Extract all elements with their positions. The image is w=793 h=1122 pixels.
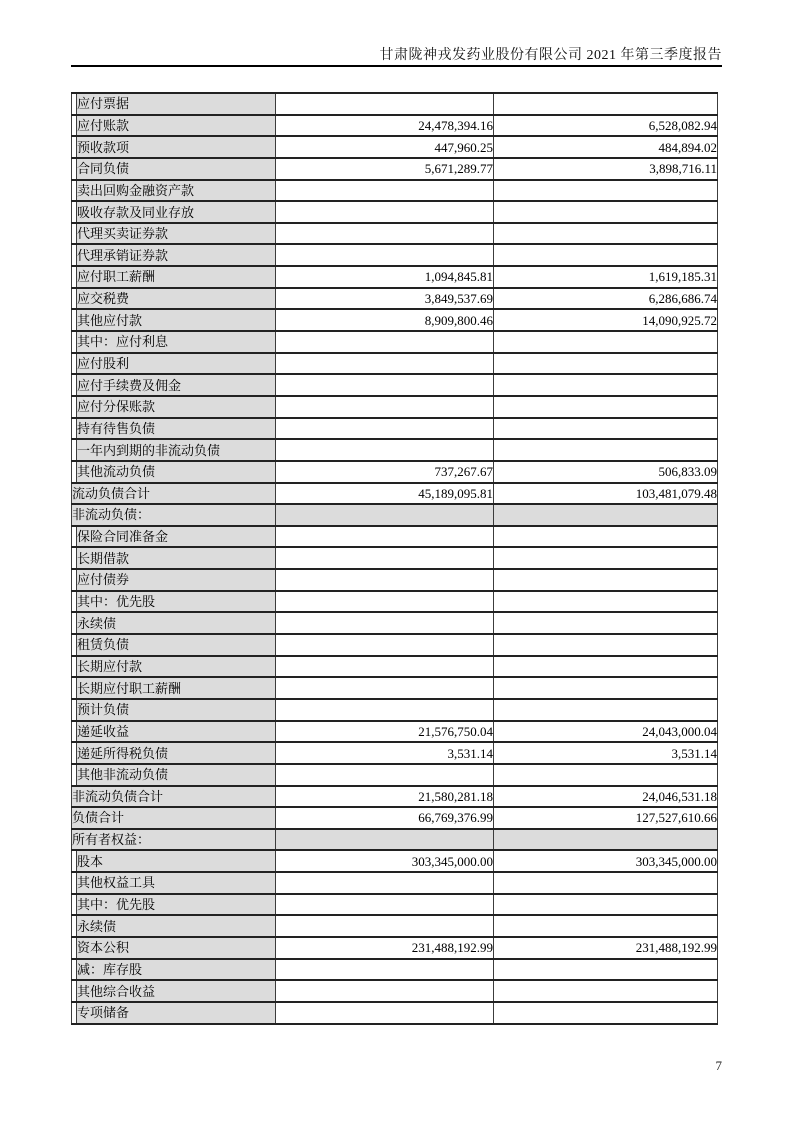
value-col2 [494,244,718,266]
table-row [72,872,718,894]
value-col1 [276,915,494,937]
value-col1: 447,960.25 [276,136,494,158]
table-row [72,526,718,548]
row-label: 其他非流动负债 [77,764,276,786]
value-col2 [494,959,718,981]
table-row [72,699,718,721]
row-label: 应付股利 [77,353,276,375]
value-col2 [494,547,718,569]
value-col1 [276,872,494,894]
table-row [72,742,718,764]
table-row [72,374,718,396]
value-col2: 24,046,531.18 [494,786,718,808]
table-row [72,396,718,418]
table-row [72,569,718,591]
value-col1 [276,526,494,548]
row-label: 非流动负债合计 [72,786,276,808]
value-col1 [276,504,494,526]
value-col2 [494,201,718,223]
value-col2 [494,894,718,916]
row-label: 永续债 [77,612,276,634]
value-col2 [494,418,718,440]
row-label: 长期应付职工薪酬 [77,677,276,699]
table-row [72,483,718,505]
row-label: 应付债券 [77,569,276,591]
row-label: 递延收益 [77,721,276,743]
header-divider-rule [71,65,722,67]
row-label: 应付分保账款 [77,396,276,418]
row-label: 其他权益工具 [77,872,276,894]
value-col2 [494,374,718,396]
value-col2: 1,619,185.31 [494,266,718,288]
table-row [72,915,718,937]
value-col1 [276,180,494,202]
table-row [72,266,718,288]
row-label: 其中：优先股 [77,894,276,916]
value-col1 [276,201,494,223]
value-col1 [276,93,494,115]
row-label: 应付手续费及佣金 [77,374,276,396]
balance-sheet-table [71,92,718,1025]
value-col2: 6,286,686.74 [494,288,718,310]
value-col1: 3,849,537.69 [276,288,494,310]
value-col2 [494,677,718,699]
row-label: 递延所得税负债 [77,742,276,764]
table-row [72,504,718,526]
value-col1 [276,418,494,440]
row-label: 长期应付款 [77,656,276,678]
value-col2 [494,504,718,526]
value-col1: 737,267.67 [276,461,494,483]
row-label: 卖出回购金融资产款 [77,180,276,202]
value-col2: 506,833.09 [494,461,718,483]
value-col2: 24,043,000.04 [494,721,718,743]
row-label: 代理承销证券款 [77,244,276,266]
report-header-title: 甘肃陇神戎发药业股份有限公司 2021 年第三季度报告 [379,48,722,63]
value-col2 [494,526,718,548]
row-label: 资本公积 [77,937,276,959]
row-label: 应付票据 [77,93,276,115]
value-col1 [276,353,494,375]
table-row [72,807,718,829]
row-label: 流动负债合计 [72,483,276,505]
value-col2: 303,345,000.00 [494,850,718,872]
value-col1 [276,677,494,699]
row-label: 一年内到期的非流动负债 [77,439,276,461]
table-row [72,656,718,678]
value-col2 [494,612,718,634]
value-col2: 14,090,925.72 [494,309,718,331]
value-col1 [276,547,494,569]
table-row [72,309,718,331]
value-col2 [494,1002,718,1024]
row-label: 代理买卖证券款 [77,223,276,245]
value-col1 [276,223,494,245]
value-col2 [494,699,718,721]
table-row [72,439,718,461]
row-label: 吸收存款及同业存放 [77,201,276,223]
value-col1: 231,488,192.99 [276,937,494,959]
value-col2 [494,396,718,418]
table-row [72,353,718,375]
section-header-label: 所有者权益： [72,829,276,851]
row-label: 其他综合收益 [77,980,276,1002]
value-col1 [276,439,494,461]
value-col2 [494,980,718,1002]
value-col1: 5,671,289.77 [276,158,494,180]
value-col1 [276,374,494,396]
value-col1 [276,569,494,591]
value-col2 [494,915,718,937]
table-row [72,158,718,180]
row-label: 其他流动负债 [77,461,276,483]
value-col2 [494,829,718,851]
table-row [72,937,718,959]
table-row [72,850,718,872]
table-row [72,1002,718,1024]
table-row [72,547,718,569]
value-col1 [276,396,494,418]
value-col1: 3,531.14 [276,742,494,764]
value-col1: 24,478,394.16 [276,115,494,137]
value-col1 [276,331,494,353]
page-number: 7 [715,1058,722,1073]
row-label: 股本 [77,850,276,872]
value-col1: 45,189,095.81 [276,483,494,505]
value-col2 [494,872,718,894]
row-label: 应付职工薪酬 [77,266,276,288]
value-col2 [494,93,718,115]
row-label: 应交税费 [77,288,276,310]
value-col1 [276,634,494,656]
row-label: 应付账款 [77,115,276,137]
table-row [72,93,718,115]
value-col2 [494,331,718,353]
value-col2 [494,180,718,202]
table-row [72,244,718,266]
value-col2: 3,531.14 [494,742,718,764]
value-col2: 3,898,716.11 [494,158,718,180]
value-col2: 103,481,079.48 [494,483,718,505]
value-col1 [276,980,494,1002]
value-col1 [276,612,494,634]
table-row [72,223,718,245]
value-col1: 66,769,376.99 [276,807,494,829]
value-col2: 127,527,610.66 [494,807,718,829]
table-row [72,786,718,808]
table-row [72,288,718,310]
table-row [72,201,718,223]
value-col1: 303,345,000.00 [276,850,494,872]
row-label: 专项储备 [77,1002,276,1024]
table-row [72,461,718,483]
row-label: 预收款项 [77,136,276,158]
table-row [72,721,718,743]
value-col1 [276,699,494,721]
value-col1 [276,656,494,678]
row-label: 长期借款 [77,547,276,569]
value-col2 [494,223,718,245]
table-row [72,591,718,613]
value-col1: 21,576,750.04 [276,721,494,743]
row-label: 租赁负债 [77,634,276,656]
value-col1 [276,244,494,266]
value-col1: 21,580,281.18 [276,786,494,808]
table-row [72,136,718,158]
value-col2 [494,656,718,678]
value-col2 [494,634,718,656]
value-col2: 484,894.02 [494,136,718,158]
value-col1 [276,764,494,786]
row-label: 持有待售负债 [77,418,276,440]
value-col1 [276,591,494,613]
table-row [72,829,718,851]
row-label: 其他应付款 [77,309,276,331]
table-row [72,331,718,353]
value-col2 [494,353,718,375]
table-row [72,894,718,916]
value-col2 [494,439,718,461]
table-row [72,764,718,786]
table-row [72,180,718,202]
row-label: 其中：优先股 [77,591,276,613]
row-label: 预计负债 [77,699,276,721]
table-row [72,115,718,137]
table-row [72,959,718,981]
table-row [72,980,718,1002]
value-col2: 6,528,082.94 [494,115,718,137]
table-row [72,634,718,656]
table-row [72,677,718,699]
value-col1: 8,909,800.46 [276,309,494,331]
table-row [72,612,718,634]
value-col1 [276,829,494,851]
value-col1: 1,094,845.81 [276,266,494,288]
value-col2 [494,569,718,591]
row-label: 其中：应付利息 [77,331,276,353]
value-col1 [276,1002,494,1024]
value-col2: 231,488,192.99 [494,937,718,959]
value-col1 [276,959,494,981]
value-col2 [494,764,718,786]
section-header-label: 非流动负债： [72,504,276,526]
row-label: 永续债 [77,915,276,937]
value-col1 [276,894,494,916]
row-label: 合同负债 [77,158,276,180]
row-label: 负债合计 [72,807,276,829]
value-col2 [494,591,718,613]
row-label: 保险合同准备金 [77,526,276,548]
row-label: 减：库存股 [77,959,276,981]
table-row [72,418,718,440]
